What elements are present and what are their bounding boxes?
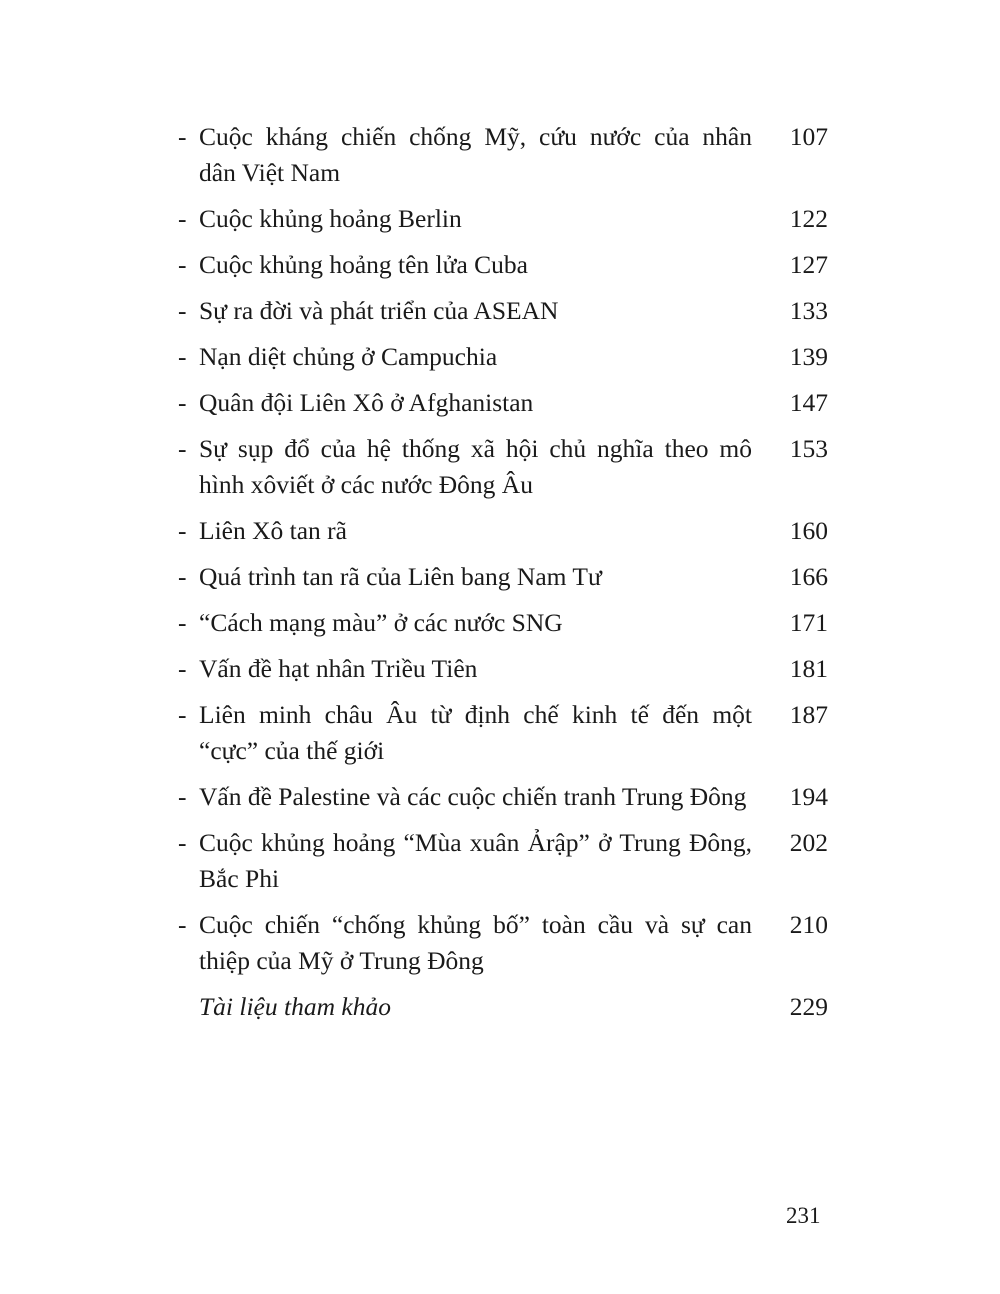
toc-entry[interactable] [178,651,828,687]
entry-page-number: 166 [789,562,828,591]
entry-dash: - [178,782,187,811]
toc-entry[interactable] [178,513,828,549]
entry-page-number: 181 [789,654,828,683]
entry-page-number: 153 [789,434,828,463]
entry-title [199,605,752,641]
entry-page-number: 133 [789,296,828,325]
entry-title-line: Sự sụp đổ của hệ thống xã hội chủ nghĩa theo mô [199,434,752,463]
entry-page-number: 187 [789,700,828,729]
entry-dash: - [178,828,187,857]
entry-dash: - [178,516,187,545]
entry-title-line: Cuộc khủng hoảng tên lửa Cuba [199,250,528,279]
toc-entry[interactable] [178,201,828,237]
entry-page-number: 147 [789,388,828,417]
toc-entry[interactable] [178,907,828,979]
entry-dash: - [178,434,187,463]
entry-title-line: Cuộc chiến “chống khủng bố” toàn cầu và sự can [199,910,752,939]
entry-title [199,247,752,283]
references-label: Tài liệu tham khảo [199,992,391,1021]
entry-title [199,779,752,815]
entry-dash: - [178,910,187,939]
entry-dash: - [178,700,187,729]
entry-page-number: 139 [789,342,828,371]
entry-dash: - [178,296,187,325]
entry-title [199,431,752,503]
entry-title-line: thiệp của Mỹ ở Trung Đông [199,946,484,975]
entry-dash: - [178,204,187,233]
entry-title-line: Cuộc khủng hoảng Berlin [199,204,462,233]
references-page-number: 229 [789,992,828,1021]
toc-entry[interactable] [178,293,828,329]
entry-page-number: 127 [789,250,828,279]
entry-title [199,559,752,595]
entry-dash: - [178,250,187,279]
entry-page-number: 194 [789,782,828,811]
entry-page-number: 202 [789,828,828,857]
entry-title-line: Vấn đề Palestine và các cuộc chiến tranh Trung Đông [199,782,747,811]
toc-entry-references[interactable] [178,989,828,1025]
entry-title [199,201,752,237]
entry-title-line: Sự ra đời và phát triển của ASEAN [199,296,559,325]
toc-entry[interactable] [178,605,828,641]
toc-entry[interactable] [178,119,828,191]
entry-dash: - [178,608,187,637]
entry-page-number: 210 [789,910,828,939]
toc-entry[interactable] [178,559,828,595]
entry-page-number: 122 [789,204,828,233]
entry-title [199,385,752,421]
entry-title [199,119,752,191]
entry-title-line: Quá trình tan rã của Liên bang Nam Tư [199,562,602,591]
entry-title-line: dân Việt Nam [199,158,341,187]
toc-entry[interactable] [178,247,828,283]
entry-title-line: Cuộc khủng hoảng “Mùa xuân Ảrập” ở Trung Đông, [199,828,752,857]
entry-title-line: Cuộc kháng chiến chống Mỹ, cứu nước của nhân [199,122,752,151]
entry-title [199,697,752,769]
entry-title [199,907,752,979]
entry-dash: - [178,654,187,683]
toc-entry[interactable] [178,779,828,815]
entry-title-line: “Cách mạng màu” ở các nước SNG [199,608,563,637]
entry-dash: - [178,122,187,151]
entry-title [199,339,752,375]
entry-title-line: Quân đội Liên Xô ở Afghanistan [199,388,534,417]
entry-dash: - [178,342,187,371]
entry-title-line: Liên minh châu Âu từ định chế kinh tế đến một [199,700,752,729]
page-number: 231 [786,1203,821,1228]
entry-title [199,293,752,329]
entry-dash: - [178,562,187,591]
entry-title-line: “cực” của thế giới [199,736,385,765]
entry-title [199,651,752,687]
entry-title [199,513,752,549]
entry-page-number: 107 [789,122,828,151]
toc-entry[interactable] [178,431,828,503]
entry-page-number: 171 [789,608,828,637]
entry-title-line: Liên Xô tan rã [199,516,347,545]
toc-entry[interactable] [178,385,828,421]
toc-entry[interactable] [178,339,828,375]
entry-dash: - [178,388,187,417]
entry-title-line: Nạn diệt chủng ở Campuchia [199,342,498,371]
entry-title-line: Vấn đề hạt nhân Triều Tiên [199,654,478,683]
toc-entry[interactable] [178,825,828,897]
table-of-contents [178,119,828,1035]
entry-page-number: 160 [789,516,828,545]
toc-entry[interactable] [178,697,828,769]
entry-title-line: Bắc Phi [199,864,280,893]
entry-title [199,825,752,897]
entry-title-line: hình xôviết ở các nước Đông Âu [199,470,533,499]
